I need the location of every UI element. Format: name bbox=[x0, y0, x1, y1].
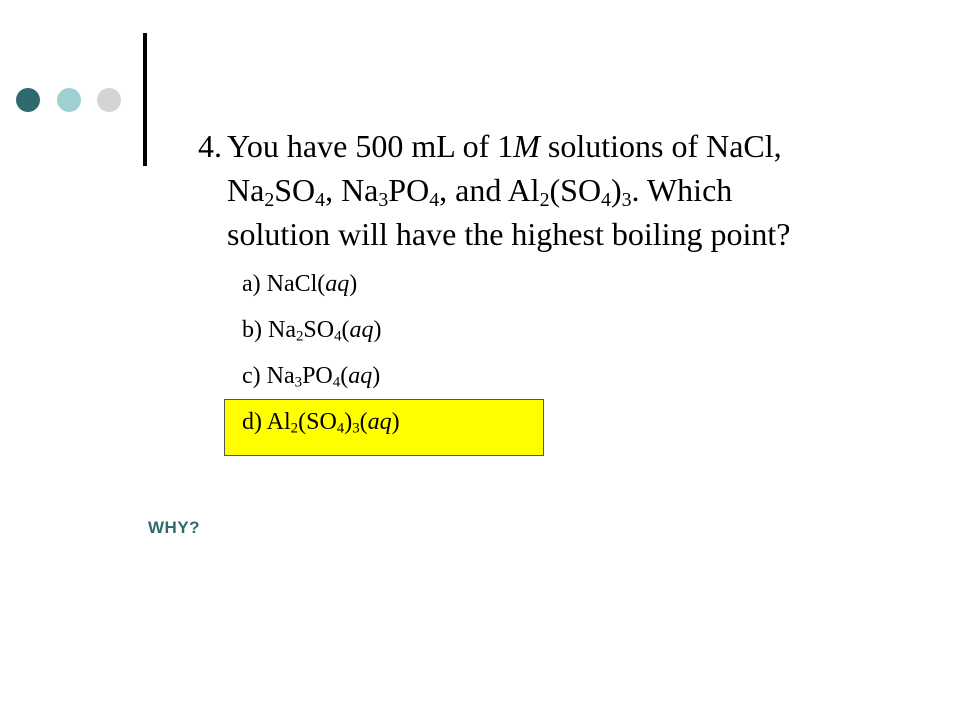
vertical-divider bbox=[143, 33, 147, 166]
decorative-dot-dark bbox=[16, 88, 40, 112]
decorative-dot-light bbox=[57, 88, 81, 112]
option-a[interactable]: a) NaCl(aq) bbox=[242, 271, 358, 297]
option-c[interactable]: c) $Na_3PO_4(aq)$ bbox=[242, 363, 381, 391]
option-d-highlighted[interactable]: d) $Al_2(SO_4)_3(aq)$ bbox=[242, 409, 400, 437]
question-line-3: solution will have the highest boiling point? bbox=[227, 216, 791, 252]
why-prompt: WHY? bbox=[148, 518, 201, 537]
question-number: 4. bbox=[198, 128, 222, 164]
decorative-dot-gray bbox=[97, 88, 121, 112]
question-line-1: You have 500 mL of 1M solutions of NaCl, bbox=[227, 128, 782, 164]
question-line-2: $Na_2SO_4$, $Na_3PO_4$, and $Al_2(SO_4)_3$. Which bbox=[227, 172, 733, 211]
option-b[interactable]: b) $Na_2SO_4(aq)$ bbox=[242, 317, 382, 345]
